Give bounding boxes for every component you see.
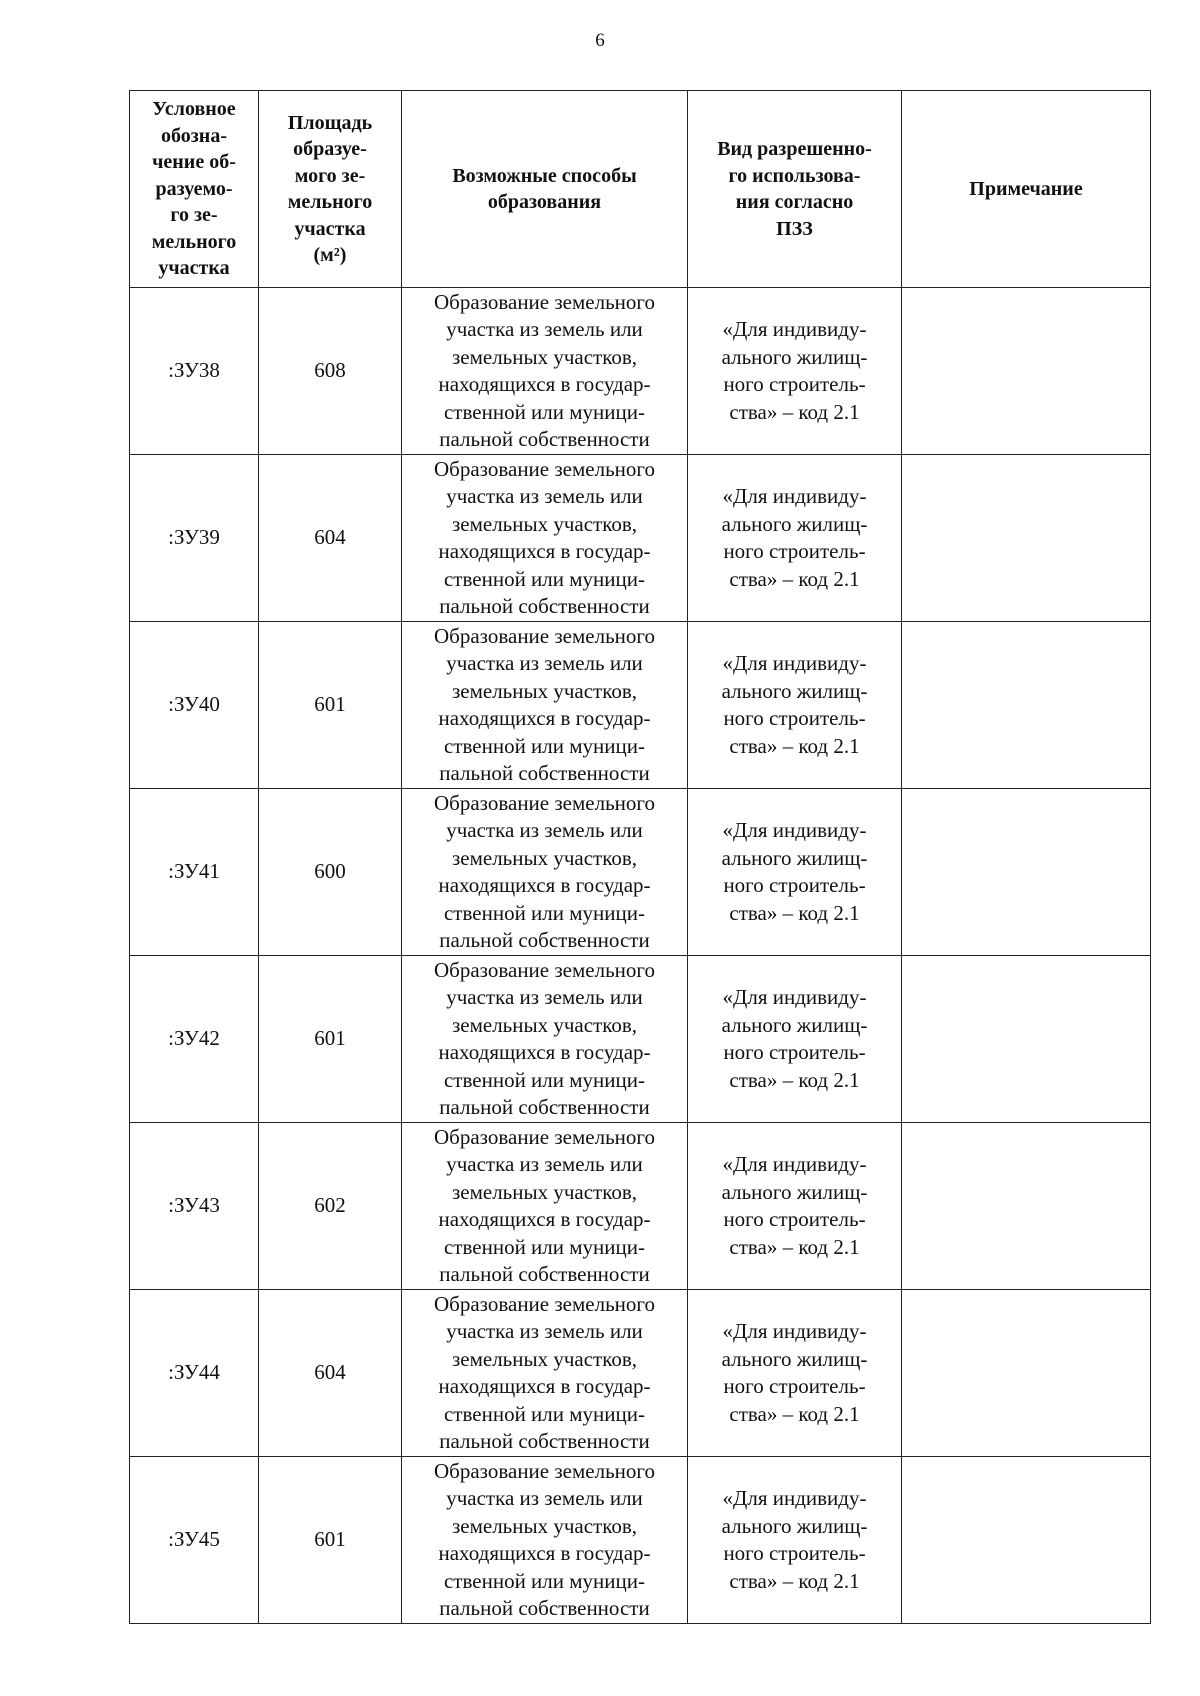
cell-designation: :ЗУ42 <box>130 956 259 1123</box>
cell-area: 602 <box>259 1123 402 1290</box>
land-plots-table <box>129 90 1151 1624</box>
cell-method: Образование земельного участка из земель или земельных участков, находящихся в государ- ственной или муници- пальной собственности <box>402 1290 688 1457</box>
page-number: 6 <box>595 30 605 51</box>
cell-method: Образование земельного участка из земель или земельных участков, находящихся в государ- ственной или муници- пальной собственности <box>402 1123 688 1290</box>
table-row <box>130 789 1151 956</box>
cell-designation: :ЗУ38 <box>130 288 259 455</box>
header-area: Площадь образуе- мого зе- мельного участка (м²) <box>259 91 402 288</box>
cell-designation: :ЗУ41 <box>130 789 259 956</box>
cell-area: 601 <box>259 1457 402 1624</box>
cell-designation: :ЗУ39 <box>130 455 259 622</box>
cell-note <box>902 1457 1151 1624</box>
cell-designation: :ЗУ45 <box>130 1457 259 1624</box>
cell-area: 600 <box>259 789 402 956</box>
cell-method: Образование земельного участка из земель или земельных участков, находящихся в государ- ственной или муници- пальной собственности <box>402 956 688 1123</box>
cell-note <box>902 455 1151 622</box>
cell-note <box>902 1123 1151 1290</box>
table-row <box>130 1290 1151 1457</box>
cell-permitted-use: «Для индивиду- ального жилищ- ного строитель- ства» – код 2.1 <box>688 1457 902 1624</box>
header-methods: Возможные способы образования <box>402 91 688 288</box>
cell-area: 601 <box>259 956 402 1123</box>
cell-permitted-use: «Для индивиду- ального жилищ- ного строитель- ства» – код 2.1 <box>688 288 902 455</box>
cell-area: 601 <box>259 622 402 789</box>
cell-designation: :ЗУ44 <box>130 1290 259 1457</box>
header-permitted-use: Вид разрешенно- го использова- ния согласно ПЗЗ <box>688 91 902 288</box>
table-body <box>130 288 1151 1624</box>
cell-permitted-use: «Для индивиду- ального жилищ- ного строитель- ства» – код 2.1 <box>688 956 902 1123</box>
table-row <box>130 622 1151 789</box>
table-row <box>130 455 1151 622</box>
cell-permitted-use: «Для индивиду- ального жилищ- ного строитель- ства» – код 2.1 <box>688 622 902 789</box>
cell-designation: :ЗУ40 <box>130 622 259 789</box>
cell-permitted-use: «Для индивиду- ального жилищ- ного строитель- ства» – код 2.1 <box>688 1290 902 1457</box>
cell-note <box>902 956 1151 1123</box>
cell-permitted-use: «Для индивиду- ального жилищ- ного строитель- ства» – код 2.1 <box>688 455 902 622</box>
cell-method: Образование земельного участка из земель или земельных участков, находящихся в государ- ственной или муници- пальной собственности <box>402 455 688 622</box>
cell-area: 608 <box>259 288 402 455</box>
cell-note <box>902 789 1151 956</box>
header-designation: Условное обозна- чение об- разуемо- го зе- мельного участка <box>130 91 259 288</box>
cell-method: Образование земельного участка из земель или земельных участков, находящихся в государ- ственной или муници- пальной собственности <box>402 288 688 455</box>
table-row <box>130 956 1151 1123</box>
cell-note <box>902 288 1151 455</box>
table-row <box>130 288 1151 455</box>
cell-method: Образование земельного участка из земель или земельных участков, находящихся в государ- ственной или муници- пальной собственности <box>402 1457 688 1624</box>
header-row <box>130 91 1151 288</box>
cell-area: 604 <box>259 1290 402 1457</box>
cell-area: 604 <box>259 455 402 622</box>
table-row <box>130 1123 1151 1290</box>
cell-designation: :ЗУ43 <box>130 1123 259 1290</box>
cell-method: Образование земельного участка из земель или земельных участков, находящихся в государ- ственной или муници- пальной собственности <box>402 789 688 956</box>
cell-note <box>902 1290 1151 1457</box>
table-header <box>130 91 1151 288</box>
cell-permitted-use: «Для индивиду- ального жилищ- ного строитель- ства» – код 2.1 <box>688 789 902 956</box>
header-note: Примечание <box>902 91 1151 288</box>
table-row <box>130 1457 1151 1624</box>
cell-note <box>902 622 1151 789</box>
cell-permitted-use: «Для индивиду- ального жилищ- ного строитель- ства» – код 2.1 <box>688 1123 902 1290</box>
cell-method: Образование земельного участка из земель или земельных участков, находящихся в государ- ственной или муници- пальной собственности <box>402 622 688 789</box>
